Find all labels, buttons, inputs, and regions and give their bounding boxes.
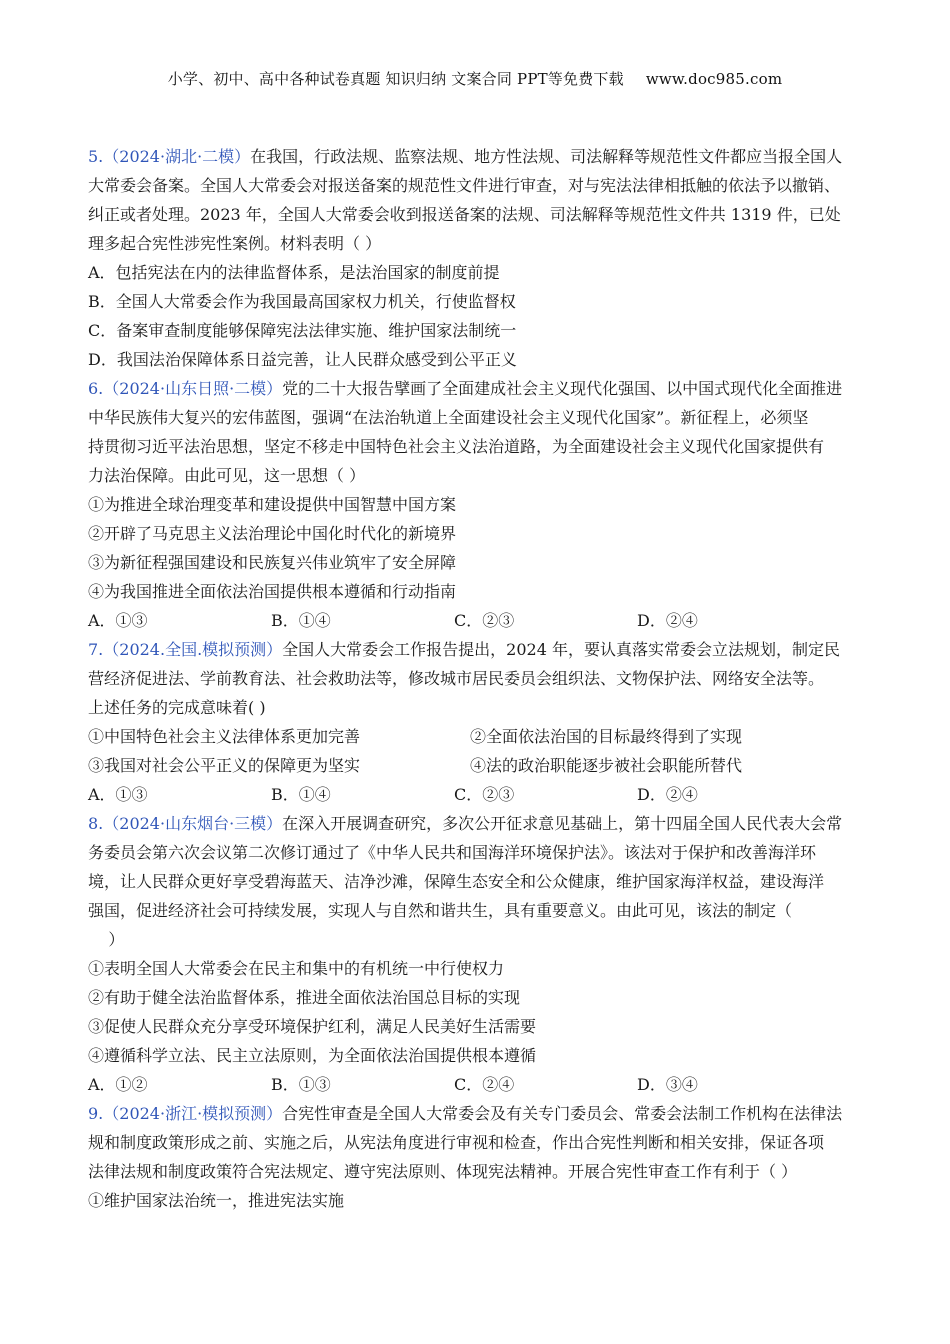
question-number: 9. <box>88 1104 104 1123</box>
statement-4: ④法的政治职能逐步被社会职能所替代 <box>470 756 743 775</box>
statement-2: ②开辟了马克思主义法治理论中国化时代化的新境界 <box>88 524 457 543</box>
choice-d: D．②④ <box>637 611 698 630</box>
choice-d: D．②④ <box>637 785 698 804</box>
question-number: 7. <box>88 640 104 659</box>
stem-line: 大常委会备案。全国人大常委会对报送备案的规范性文件进行审查，对与宪法法律相抵触的依法予以撤销、 <box>88 176 841 195</box>
stem-line: 力法治保障。由此可见，这一思想（ ） <box>88 466 366 485</box>
stem-line: 在深入开展调查研究，多次公开征求意见基础上，第十四届全国人民代表大会常 <box>282 814 843 833</box>
statement-4: ④遵循科学立法、民主立法原则，为全面依法治国提供根本遵循 <box>88 1046 537 1065</box>
question-8 <box>88 809 864 1099</box>
choice-a: A．①② <box>88 1075 148 1094</box>
question-source: （2024·浙江·模拟预测） <box>103 1104 283 1123</box>
question-stem <box>88 142 864 258</box>
stem-line: 境，让人民群众更好享受碧海蓝天、洁净沙滩，保障生态安全和公众健康，维护国家海洋权益，建设海洋 <box>88 872 825 891</box>
choice-b: B．①③ <box>271 1075 331 1094</box>
stem-line: 在我国，行政法规、监察法规、地方性法规、司法解释等规范性文件都应当报全国人 <box>250 147 843 166</box>
choice-b: B．①④ <box>271 611 331 630</box>
stem-line: 纠正或者处理。2023 年，全国人大常委会收到报送备案的法规、司法解释等规范性文件共 1319 件，已处 <box>88 205 841 224</box>
choice-a: A．①③ <box>88 785 148 804</box>
stem-line: 持贯彻习近平法治思想，坚定不移走中国特色社会主义法治道路，为全面建设社会主义现代化国家提供有 <box>88 437 825 456</box>
choice-d: D．③④ <box>637 1075 698 1094</box>
question-5 <box>88 142 864 374</box>
header-site: www.doc985.com <box>645 70 783 88</box>
choice-b: B．①④ <box>271 785 331 804</box>
statement-1: ①中国特色社会主义法律体系更加完善 <box>88 727 361 746</box>
question-stem <box>88 374 864 490</box>
choice-c: C．②③ <box>454 785 515 804</box>
choice-row <box>88 1070 864 1099</box>
statement-row <box>88 751 864 780</box>
stem-line: 党的二十大报告擘画了全面建成社会主义现代化强国、以中国式现代化全面推进 <box>282 379 843 398</box>
stem-line: 全国人大常委会工作报告提出，2024 年，要认真落实常委会立法规划，制定民 <box>282 640 840 659</box>
statement-1: ①表明全国人大常委会在民主和集中的有机统一中行使权力 <box>88 959 505 978</box>
option-c: C．备案审查制度能够保障宪法法律实施、维护国家法制统一 <box>88 321 517 340</box>
question-stem <box>88 1099 864 1186</box>
question-7 <box>88 635 864 809</box>
choice-c: C．②④ <box>454 1075 515 1094</box>
statement-3: ③为新征程强国建设和民族复兴伟业筑牢了安全屏障 <box>88 553 457 572</box>
question-number: 5. <box>88 147 104 166</box>
page-header <box>0 68 950 89</box>
question-source: （2024·山东烟台·三模） <box>103 814 283 833</box>
question-9 <box>88 1099 864 1215</box>
question-number: 6. <box>88 379 104 398</box>
statement-3: ③促使人民群众充分享受环境保护红利，满足人民美好生活需要 <box>88 1017 537 1036</box>
stem-line: 营经济促进法、学前教育法、社会救助法等，修改城市居民委员会组织法、文物保护法、网络安全法等。 <box>88 669 825 688</box>
question-source: （2024·湖北·二模） <box>103 147 251 166</box>
statement-2: ②有助于健全法治监督体系，推进全面依法治国总目标的实现 <box>88 988 521 1007</box>
stem-line: 务委员会第六次会议第二次修订通过了《中华人民共和国海洋环境保护法》。该法对于保护和改善海洋环 <box>88 843 817 862</box>
question-source: （2024.全国.模拟预测） <box>103 640 283 659</box>
question-source: （2024·山东日照·二模） <box>103 379 283 398</box>
stem-line: 中华民族伟大复兴的宏伟蓝图，强调“在法治轨道上全面建设社会主义现代化国家”。新征程上，必须坚 <box>88 408 809 427</box>
option-a: A．包括宪法在内的法律监督体系，是法治国家的制度前提 <box>88 263 500 282</box>
statement-2: ②全面依法治国的目标最终得到了实现 <box>470 727 743 746</box>
statement-row <box>88 722 864 751</box>
question-number: 8. <box>88 814 104 833</box>
choice-row <box>88 606 864 635</box>
option-d: D．我国法治保障体系日益完善，让人民群众感受到公平正义 <box>88 350 517 369</box>
stem-line: 上述任务的完成意味着( ) <box>88 698 266 717</box>
header-text: 小学、初中、高中各种试卷真题 知识归纳 文案合同 PPT等免费下载 <box>167 70 624 88</box>
statement-1: ①为推进全球治理变革和建设提供中国智慧中国方案 <box>88 495 457 514</box>
question-stem <box>88 635 864 722</box>
stem-line: 法律法规和制度政策符合宪法规定、遵守宪法原则、体现宪法精神。开展合宪性审查工作有利于（ ） <box>88 1162 798 1181</box>
option-b: B．全国人大常委会作为我国最高国家权力机关，行使监督权 <box>88 292 516 311</box>
stem-line: 强国，促进经济社会可持续发展，实现人与自然和谐共生，具有重要意义。由此可见，该法的制定（ <box>88 901 793 920</box>
statement-1: ①维护国家法治统一，推进宪法实施 <box>88 1191 345 1210</box>
question-stem <box>88 809 864 954</box>
question-6 <box>88 374 864 635</box>
stem-line: ） <box>88 930 125 949</box>
choice-a: A．①③ <box>88 611 148 630</box>
choice-c: C．②③ <box>454 611 515 630</box>
stem-line: 合宪性审查是全国人大常委会及有关专门委员会、常委会法制工作机构在法律法 <box>282 1104 843 1123</box>
stem-line: 理多起合宪性涉宪性案例。材料表明（ ） <box>88 234 382 253</box>
choice-row <box>88 780 864 809</box>
statement-4: ④为我国推进全面依法治国提供根本遵循和行动指南 <box>88 582 457 601</box>
stem-line: 规和制度政策形成之前、实施之后，从宪法角度进行审视和检查，作出合宪性判断和相关安排，保证各项 <box>88 1133 825 1152</box>
document-content <box>88 142 864 1215</box>
statement-3: ③我国对社会公平正义的保障更为坚实 <box>88 756 361 775</box>
